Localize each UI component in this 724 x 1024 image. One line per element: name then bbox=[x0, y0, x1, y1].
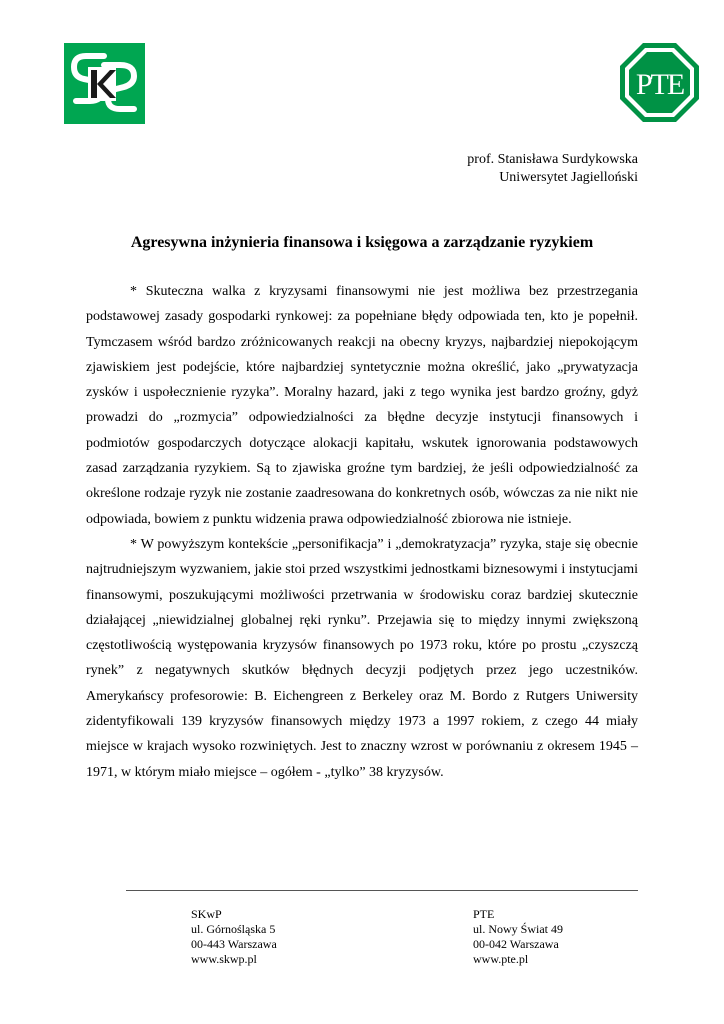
author-name: prof. Stanisława Surdykowska bbox=[467, 152, 638, 167]
paragraph: * W powyższym kontekście „personifikacja” i „demokratyzacja” ryzyka, staje się obecnie najtrudniejszym wyzwaniem, jakie stoi przed wszystkimi jednostkami biznesowymi i instytucjami finansowymi, poszukującymi możliwości przetrwania w środowisku coraz bardziej skutecznie działającej „niewidzialnej globalnej ręki rynku”. Przejawia się to między innymi zwiększoną częstotliwością występowania kryzysów finansowych po 1973 roku, które po prostu „czyszczą rynek” z negatywnych skutków błędnych decyzji podjętych przez jego uczestników. Amerykańscy profesorowie: B. Eichengreen z Berkeley oraz M. Bordo z Rutgers Uniwersity zidentyfikowali 139 kryzysów finansowych między 1973 a 1997 rokiem, z czego 44 miały miejsce w krajach wysoko rozwiniętych. Jest to znaczny wzrost w porównaniu z okresem 1945 – 1971, w którym miało miejsce – ogółem - „tylko” 38 kryzysów. bbox=[86, 536, 638, 780]
footer-city: 00-443 Warszawa bbox=[191, 937, 277, 951]
skwp-logo-icon bbox=[64, 43, 145, 124]
footer-org: PTE bbox=[473, 907, 495, 921]
footer-address-skwp bbox=[191, 907, 277, 967]
pte-logo-icon bbox=[619, 42, 700, 123]
author-block bbox=[467, 151, 638, 187]
document-body bbox=[86, 279, 638, 785]
footer-street: ul. Nowy Świat 49 bbox=[473, 922, 563, 936]
document-title: Agresywna inżynieria finansowa i księgowa a zarządzanie ryzykiem bbox=[130, 234, 594, 251]
footer-website-link[interactable]: www.skwp.pl bbox=[191, 952, 257, 966]
footer-org: SKwP bbox=[191, 907, 222, 921]
paragraph: * Skuteczna walka z kryzysami finansowymi nie jest możliwa bez przestrzegania podstawowej zasady gospodarki rynkowej: za popełniane błędy odpowiada ten, kto je popełnił. Tymczasem wśród bardzo zróżnicowanych reakcji na obecny kryzys, najbardziej niepokojącym zjawiskiem jest podejście, które najbardziej syntetycznie można określić, jako „prywatyzacja zysków i uspołecznienie ryzyka”. Moralny hazard, jaki z tego wynika jest bardzo groźny, gdyż prowadzi do „rozmycia” odpowiedzialności za błędne decyzje instytucji finansowych i podmiotów gospodarczych dotyczące alokacji kapitału, wskutek ignorowania podstawowych zasad zarządzania ryzykiem. Są to zjawiska groźne tym bardziej, że jeśli odpowiedzialność za określone rodzaje ryzyk nie zostanie zaadresowana do konkretnych osób, wówczas za nie nikt nie odpowiada, bowiem z punktu widzenia prawa odpowiedzialność zbiorowa nie istnieje. bbox=[86, 284, 638, 527]
footer-city: 00-042 Warszawa bbox=[473, 937, 559, 951]
footer-divider bbox=[126, 890, 638, 891]
footer-address-pte bbox=[473, 907, 563, 967]
footer-street: ul. Górnośląska 5 bbox=[191, 922, 276, 936]
footer-website-link[interactable]: www.pte.pl bbox=[473, 952, 529, 966]
svg-text:PTE: PTE bbox=[635, 68, 684, 101]
author-affiliation: Uniwersytet Jagielloński bbox=[499, 170, 638, 185]
